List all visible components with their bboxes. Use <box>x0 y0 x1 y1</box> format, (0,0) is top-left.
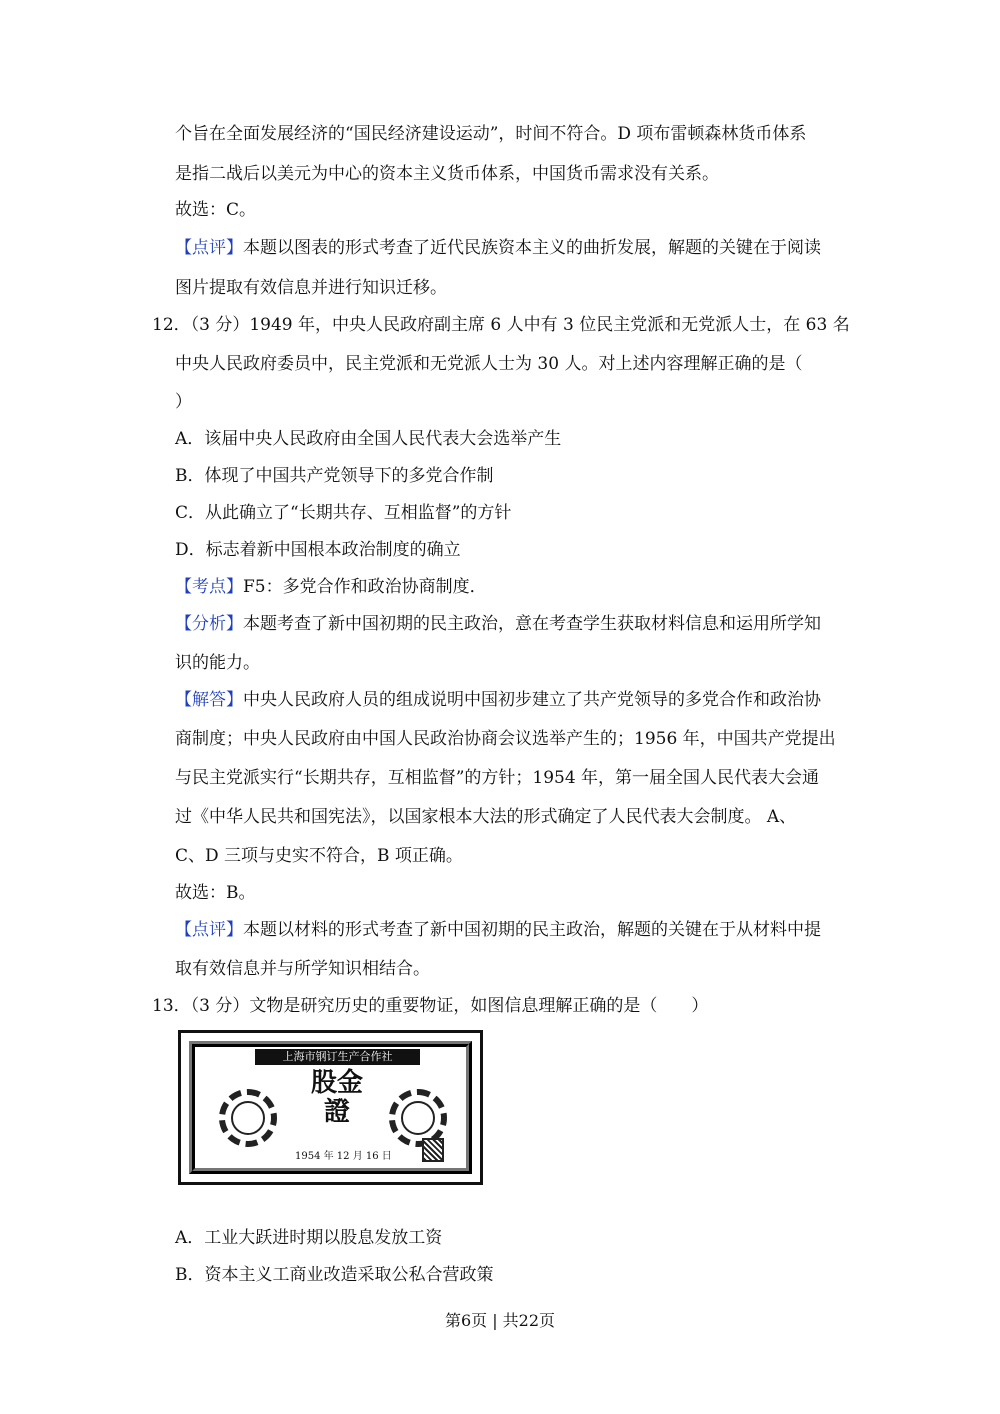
dianping-tag: 【点评】 <box>175 920 243 940</box>
jieda-line <box>175 688 821 712</box>
gear-emblem-icon <box>219 1089 277 1147</box>
question-text: （3 分）1949 年，中央人民政府副主席 6 人中有 3 位民主党派和无党派人士，在 63 名 <box>190 315 850 335</box>
question-text: 中央人民政府委员中，民主党派和无党派人士为 30 人。对上述内容理解正确的是（ <box>175 354 803 374</box>
certificate-title: 上海市钢订生产合作社 <box>255 1049 420 1065</box>
certificate-border <box>189 1041 472 1174</box>
option-b: B．资本主义工商业改造采取公私合营政策 <box>175 1265 494 1285</box>
share-certificate-image <box>178 1030 483 1185</box>
question-number: 12． <box>152 315 191 335</box>
option-a: A．工业大跃进时期以股息发放工资 <box>175 1228 443 1248</box>
fenxi-text: 本题考查了新中国初期的民主政治，意在考查学生获取材料信息和运用所学知 <box>243 614 821 634</box>
jieda-text: 商制度；中央人民政府由中国人民政治协商会议选举产生的；1956 年，中国共产党提出 <box>175 729 836 749</box>
certificate-date: 1954 年 12 月 16 日 <box>295 1151 392 1162</box>
jieda-text: 与民主党派实行“长期共存，互相监督”的方针；1954 年，第一届全国人民代表大会通 <box>175 768 820 788</box>
comment-text: 本题以图表的形式考查了近代民族资本主义的曲折发展，解题的关键在于阅读 <box>243 238 821 258</box>
fenxi-line <box>175 612 821 636</box>
fenxi-text: 识的能力。 <box>175 653 260 673</box>
text-line: 图片提取有效信息并进行知识迁移。 <box>175 278 447 298</box>
comment-tag: 【点评】 <box>175 238 243 258</box>
question-number: 13． <box>152 996 191 1016</box>
kaodian-text: F5：多党合作和政治协商制度． <box>243 577 487 597</box>
question-13-stem <box>152 994 708 1018</box>
page-footer: 第6页 | 共22页 <box>444 1311 556 1330</box>
text-line: 是指二战后以美元为中心的资本主义货币体系，中国货币需求没有关系。 <box>175 164 719 184</box>
jieda-text: C、D 三项与史实不符合，B 项正确。 <box>175 846 463 866</box>
option-a: A．该届中央人民政府由全国人民代表大会选举产生 <box>175 429 562 449</box>
certificate-center-text: 股金證 <box>310 1068 363 1127</box>
kaodian-line <box>175 575 487 599</box>
dianping-line <box>175 918 821 942</box>
fenxi-tag: 【分析】 <box>175 614 243 634</box>
option-b: B．体现了中国共产党领导下的多党合作制 <box>175 466 494 486</box>
option-c: C．从此确立了“长期共存、互相监督”的方针 <box>175 503 512 523</box>
seal-stamp-icon <box>422 1138 444 1162</box>
kaodian-tag: 【考点】 <box>175 577 243 597</box>
question-12-stem <box>152 313 850 337</box>
dianping-text: 取有效信息并与所学知识相结合。 <box>175 959 430 979</box>
answer-line: 故选：B。 <box>175 883 256 903</box>
jieda-text: 中央人民政府人员的组成说明中国初步建立了共产党领导的多党合作和政治协 <box>243 690 821 710</box>
dianping-text: 本题以材料的形式考查了新中国初期的民主政治，解题的关键在于从材料中提 <box>243 920 821 940</box>
comment-line <box>175 236 821 260</box>
option-d: D．标志着新中国根本政治制度的确立 <box>175 540 461 560</box>
jieda-text: 过《中华人民共和国宪法》，以国家根本大法的形式确定了人民代表大会制度。 A、 <box>175 807 797 827</box>
question-text: ） <box>175 392 192 412</box>
question-text: （3 分）文物是研究历史的重要物证，如图信息理解正确的是（ ） <box>190 996 709 1016</box>
answer-line: 故选：C。 <box>175 200 257 220</box>
text-line: 个旨在全面发展经济的“国民经济建设运动”，时间不符合。D 项布雷顿森林货币体系 <box>175 124 807 144</box>
jieda-tag: 【解答】 <box>175 690 243 710</box>
